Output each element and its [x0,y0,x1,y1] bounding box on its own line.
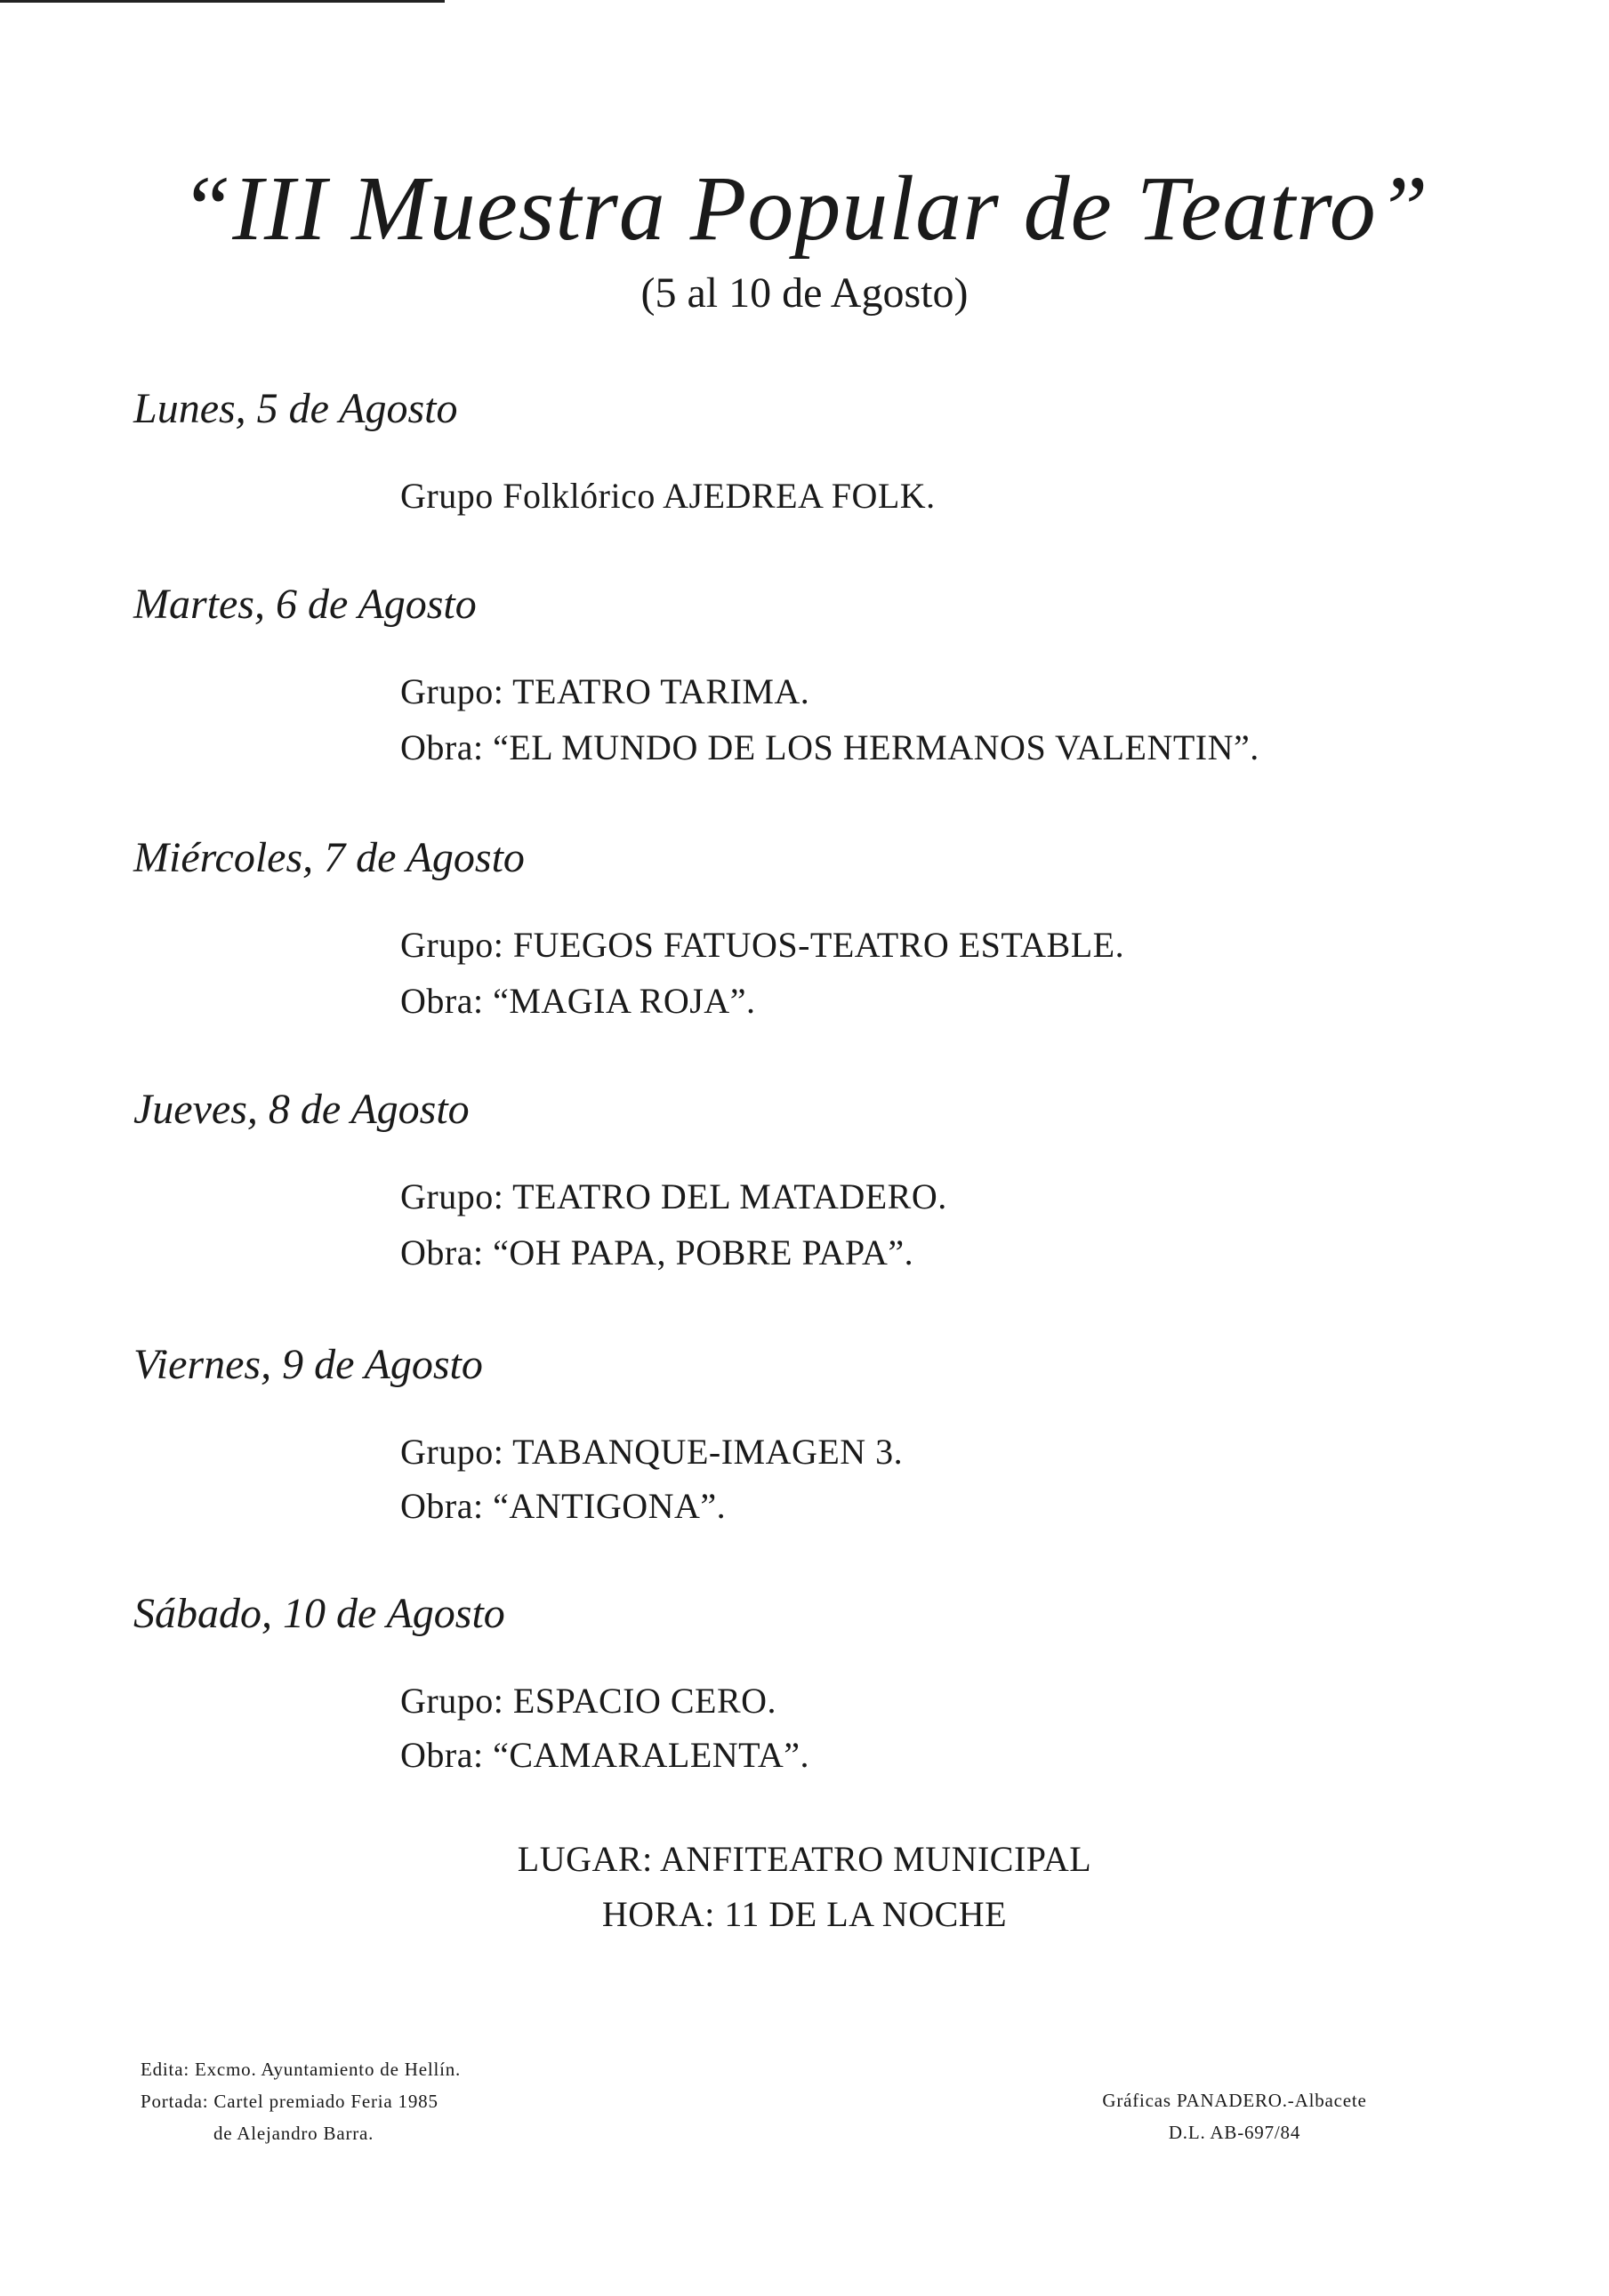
footer-publisher: Edita: Excmo. Ayuntamiento de Hellín. [141,2059,462,2080]
day-heading-friday: Viernes, 9 de Agosto [133,1341,483,1388]
day-heading-saturday: Sábado, 10 de Agosto [133,1590,505,1637]
day-heading-thursday: Jueves, 8 de Agosto [133,1086,470,1133]
thursday-play-line: Obra: “OH PAPA, POBRE PAPA”. [400,1232,914,1272]
day-heading-monday: Lunes, 5 de Agosto [133,385,458,432]
footer-printer: Gráficas PANADERO.-Albacete [1102,2090,1367,2111]
footer-legal-deposit: D.L. AB-697/84 [1168,2122,1301,2143]
footer-cover-artist: de Alejandro Barra. [213,2123,374,2144]
page-title: “III Muestra Popular de Teatro” [180,157,1429,260]
footer-cover-credit: Portada: Cartel premiado Feria 1985 [141,2091,438,2112]
thursday-group-line: Grupo: TEATRO DEL MATADERO. [400,1176,947,1216]
saturday-group-line: Grupo: ESPACIO CERO. [400,1681,777,1721]
day-heading-tuesday: Martes, 6 de Agosto [133,581,477,628]
top-border-rule [0,0,445,3]
friday-play-line: Obra: “ANTIGONA”. [400,1486,727,1526]
day-heading-wednesday: Miércoles, 7 de Agosto [133,834,525,881]
page-subtitle: (5 al 10 de Agosto) [640,269,969,317]
wednesday-play-line: Obra: “MAGIA ROJA”. [400,981,756,1021]
saturday-play-line: Obra: “CAMARALENTA”. [400,1735,810,1775]
tuesday-play-line: Obra: “EL MUNDO DE LOS HERMANOS VALENTIN”. [400,727,1259,767]
time-line: HORA: 11 DE LA NOCHE [601,1894,1008,1934]
venue-line: LUGAR: ANFITEATRO MUNICIPAL [517,1839,1092,1879]
monday-group-line: Grupo Folklórico AJEDREA FOLK. [400,476,936,516]
wednesday-group-line: Grupo: FUEGOS FATUOS-TEATRO ESTABLE. [400,925,1125,965]
friday-group-line: Grupo: TABANQUE-IMAGEN 3. [400,1432,904,1472]
tuesday-group-line: Grupo: TEATRO TARIMA. [400,671,810,711]
